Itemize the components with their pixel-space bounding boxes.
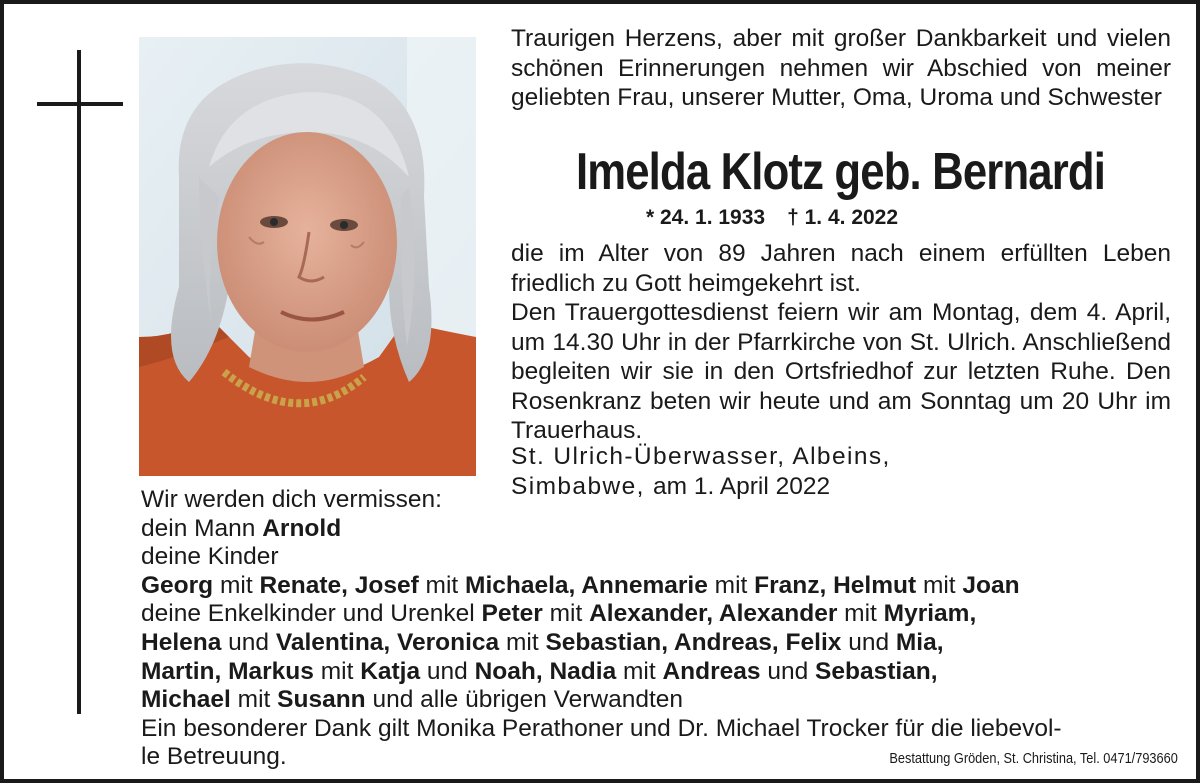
grandchildren-line-4: Michael mit Susann und alle übrigen Verwandten [141, 686, 684, 714]
grandchildren-line-3: Martin, Markus mit Katja und Noah, Nadia mit Andreas und Sebastian, [141, 657, 938, 685]
death-date: † 1. 4. 2022 [787, 206, 899, 229]
thanks-line-1: Ein besonderer Dank gilt Monika Perathoner und Dr. Michael Trocker für die liebevol- [141, 714, 1062, 742]
place-name: Simbabwe, [511, 472, 654, 500]
deceased-name: Imelda Klotz geb. Bernardi [575, 143, 1106, 201]
funeral-home: Bestattung Gröden, St. Christina, Tel. 0471/793660 [889, 751, 1178, 767]
place-line-1: St. Ulrich-Überwasser, Albeins, [511, 443, 891, 470]
thanks-line-2: le Betreuung. [141, 743, 287, 771]
cross-icon [77, 50, 81, 714]
cross-icon-bar [37, 102, 123, 106]
intro-text: Traurigen Herzens, aber mit großer Dankbarkeit und vielen schönen Erinnerungen nehmen wir Abschied von meiner geliebten Frau, unserer Mutter, Oma, Uroma und Schwester [511, 25, 1171, 111]
grandchildren-line-1: deine Enkelkinder und Urenkel Peter mit Alexander, Alexander mit Myriam, [141, 600, 977, 628]
life-dates [646, 204, 898, 232]
birth-date: * 24. 1. 1933 [646, 206, 766, 229]
husband-line: dein Mann Arnold [141, 514, 342, 542]
grandchildren-line-2: Helena und Valentina, Veronica mit Sebastian, Andreas, Felix und Mia, [141, 628, 944, 656]
main-text [511, 239, 1171, 446]
missing-line: Wir werden dich vermissen: [141, 486, 442, 513]
family-list [141, 486, 1176, 772]
children-label: deine Kinder [141, 543, 279, 571]
passing-paragraph: die im Alter von 89 Jahren nach einem erfüllten Leben friedlich zu Gott heimgekehrt ist. [511, 240, 1171, 297]
service-paragraph: Den Trauergottesdienst feiern wir am Montag, dem 4. April, um 14.30 Uhr in der Pfarrkirche von St. Ulrich. Anschließend begleiten wir sie in den Ortsfriedhof zur letzten Ruhe. Den Rosenkranz beten wir heute und am Sonntag um 20 Uhr im Trauerhaus. [511, 299, 1171, 444]
children-line: Georg mit Renate, Josef mit Michaela, Annemarie mit Franz, Helmut mit Joan [141, 571, 1020, 599]
notice-date: am 1. April 2022 [653, 472, 831, 500]
portrait-photo [139, 37, 476, 476]
